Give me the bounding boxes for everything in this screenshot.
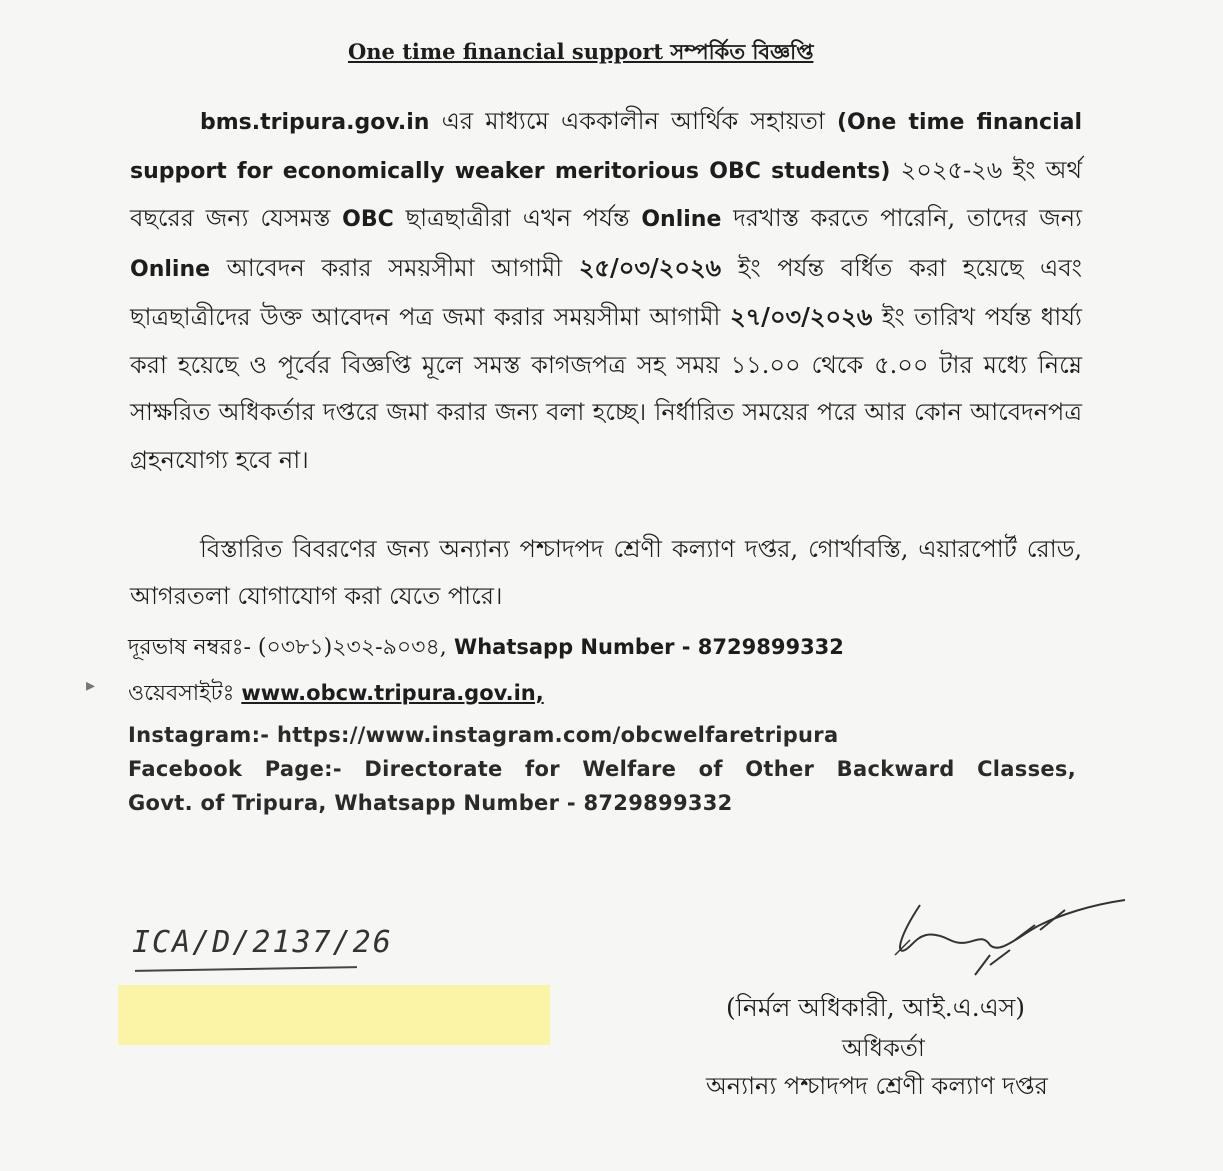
notice-title: One time financial support সম্পর্কিত বিজ্ঞপ্তি [348,39,814,64]
obc-label: OBC [342,207,394,232]
signatory-designation: অধিকর্তা [842,1034,925,1062]
memo-underline [135,966,357,972]
online-label-1: Online [641,207,722,232]
p1-text-6: ইং পর্যন্ত বর্ধিত করা হয়েছে এবং ছাত্রছাত্রীদের উক্ত আবেদন পত্র জমা করার সময়সীমা আগামী [130,253,1083,331]
facebook-line[interactable]: Facebook Page:- Directorate for Welfare of Other Backward Classes, [128,757,1076,781]
online-label-2: Online [130,256,211,282]
website-link[interactable]: www.obcw.tripura.gov.in, [241,681,544,705]
notice-paragraph-2 [130,526,1082,620]
notice-paragraph-1 [130,98,1082,484]
scan-mark: ▸ [86,675,96,696]
p1-text-3: ছাত্রছাত্রীরা এখন পর্যন্ত [393,204,642,232]
deadline-submission: ২৭/০৩/২০২৬ [729,302,873,331]
p2-text: বিস্তারিত বিবরণের জন্য অন্যান্য পশ্চাদপদ শ্রেণী কল্যাণ দপ্তর, গোর্খাবস্তি, এয়ারপোর্ট রোড, আগরতলা যোগাযোগ করা যেতে পারে। [130,535,1082,610]
bms-site: bms.tripura.gov.in [200,110,430,135]
website-line [128,676,1088,713]
signature-mark [890,895,1130,995]
memo-number: ICA/D/2137/26 [132,925,393,960]
p1-text-5: আবেদন করার সময়সীমা আগামী [210,253,579,282]
p1-text-2: ২০২৫-২৬ ইং অর্থ বছরের জন্য যেসমস্ত [130,155,1082,232]
p1-text-7: ইং তারিখ পর্যন্ত ধার্য্য করা হয়েছে ও পূর্বের বিজ্ঞপ্তি মূলে সমস্ত কাগজপত্র সহ সময় ১১.০০ থেকে ৫.০০ টার মধ্যে নিম্নে সাক্ষরিত অধিকর্তার দপ্তরে জমা করার জন্য বলা হচ্ছে। নির্ধারিত সময়ের পরে আর কোন আবেদনপত্র গ্রহনযোগ্য হবে না। [130,303,1083,474]
phone-number: দূরভাষ নম্বরঃ- (০৩৮১)২৩২-৯০৩৪, [128,635,447,660]
whatsapp-number: Whatsapp Number - 8729899332 [446,635,844,659]
p1-text-4: দরখাস্ত করতে পারেনি, তাদের জন্য [721,204,1082,232]
social-block [128,718,1088,820]
instagram-line[interactable]: Instagram:- https://www.instagram.com/obcwelfaretripura [128,723,839,747]
facebook-line-2: Govt. of Tripura, Whatsapp Number - 8729899332 [128,791,733,815]
website-label: ওয়েবসাইটঃ [128,681,242,706]
phone-line [128,630,1088,667]
scheme-name: (One time financial support for economically weaker meritorious OBC students) [130,110,1082,184]
signatory-name: (নির্মল অধিকারী, আই.এ.এস) [726,993,1026,1022]
p1-text-1: এর মাধ্যমে এককালীন আর্থিক সহায়তা [429,107,837,135]
deadline-online: ২৫/০৩/২০২৬ [578,252,722,282]
signatory-department: অন্যান্য পশ্চাদপদ শ্রেণী কল্যাণ দপ্তর [706,1072,1048,1100]
sticky-note [118,985,550,1045]
